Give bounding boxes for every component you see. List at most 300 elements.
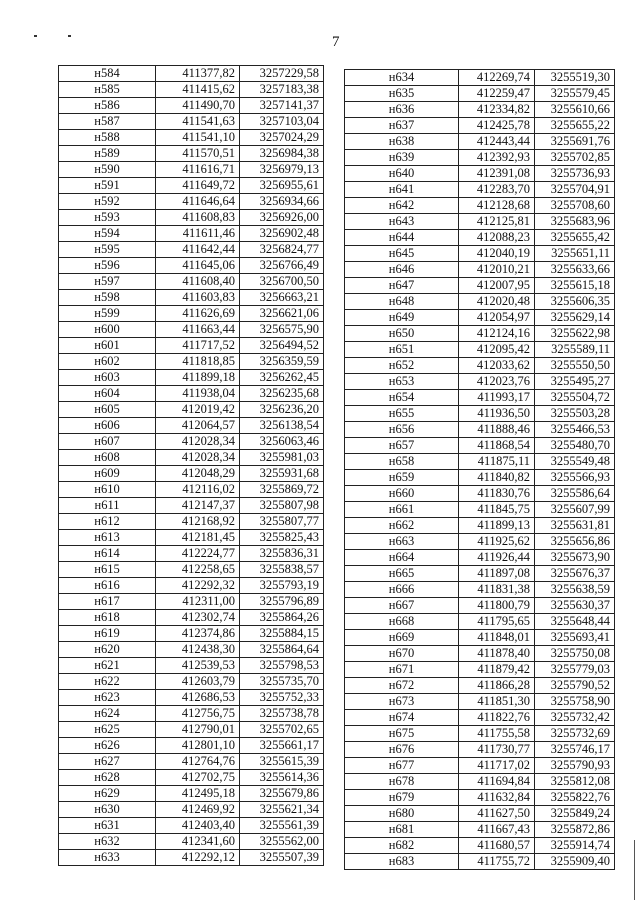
coordinate-row: [59, 162, 324, 178]
coordinate-row: [345, 166, 615, 182]
x-coordinate-cell: 411608,40: [156, 274, 240, 290]
x-coordinate-cell: 412311,00: [156, 594, 240, 610]
x-coordinate-cell: 411646,64: [156, 194, 240, 210]
x-coordinate-cell: 411490,70: [156, 98, 240, 114]
coordinate-row: [59, 434, 324, 450]
x-coordinate-cell: 412064,57: [156, 418, 240, 434]
point-id-cell: н625: [59, 722, 156, 738]
coordinate-row: [345, 390, 615, 406]
point-id-cell: н641: [345, 182, 459, 198]
x-coordinate-cell: 411632,84: [459, 790, 535, 806]
point-id-cell: н632: [59, 834, 156, 850]
point-id-cell: н629: [59, 786, 156, 802]
y-coordinate-cell: 3255735,70: [240, 674, 324, 690]
y-coordinate-cell: 3255633,66: [535, 262, 615, 278]
x-coordinate-cell: 411755,58: [459, 726, 535, 742]
x-coordinate-cell: 411663,44: [156, 322, 240, 338]
y-coordinate-cell: 3255579,45: [535, 86, 615, 102]
y-coordinate-cell: 3255480,70: [535, 438, 615, 454]
y-coordinate-cell: 3255651,11: [535, 246, 615, 262]
y-coordinate-cell: 3255736,93: [535, 166, 615, 182]
x-coordinate-cell: 411616,71: [156, 162, 240, 178]
y-coordinate-cell: 3255638,59: [535, 582, 615, 598]
y-coordinate-cell: 3255793,19: [240, 578, 324, 594]
coordinate-row: [345, 374, 615, 390]
coordinate-row: [345, 262, 615, 278]
y-coordinate-cell: 3255661,17: [240, 738, 324, 754]
x-coordinate-cell: 412403,40: [156, 818, 240, 834]
point-id-cell: н623: [59, 690, 156, 706]
coordinate-row: [59, 226, 324, 242]
y-coordinate-cell: 3255519,30: [535, 70, 615, 86]
coordinate-row: [345, 662, 615, 678]
y-coordinate-cell: 3255629,14: [535, 310, 615, 326]
coordinate-row: [345, 550, 615, 566]
x-coordinate-cell: 412539,53: [156, 658, 240, 674]
coordinate-row: [345, 86, 615, 102]
y-coordinate-cell: 3255504,72: [535, 390, 615, 406]
x-coordinate-cell: 411541,63: [156, 114, 240, 130]
coordinate-row: [59, 802, 324, 818]
x-coordinate-cell: 412128,68: [459, 198, 535, 214]
y-coordinate-cell: 3256700,50: [240, 274, 324, 290]
y-coordinate-cell: 3255562,00: [240, 834, 324, 850]
x-coordinate-cell: 412258,65: [156, 562, 240, 578]
y-coordinate-cell: 3255779,03: [535, 662, 615, 678]
x-coordinate-cell: 411875,11: [459, 454, 535, 470]
coordinate-row: [345, 854, 615, 870]
x-coordinate-cell: 411611,46: [156, 226, 240, 242]
point-id-cell: н606: [59, 418, 156, 434]
x-coordinate-cell: 412269,74: [459, 70, 535, 86]
point-id-cell: н657: [345, 438, 459, 454]
coordinate-row: [345, 134, 615, 150]
y-coordinate-cell: 3255621,34: [240, 802, 324, 818]
scan-speck: [34, 35, 37, 37]
point-id-cell: н669: [345, 630, 459, 646]
x-coordinate-cell: 411570,51: [156, 146, 240, 162]
x-coordinate-cell: 412168,92: [156, 514, 240, 530]
x-coordinate-cell: 412764,76: [156, 754, 240, 770]
y-coordinate-cell: 3256575,90: [240, 322, 324, 338]
y-coordinate-cell: 3255838,57: [240, 562, 324, 578]
x-coordinate-cell: 412147,37: [156, 498, 240, 514]
coordinate-row: [345, 838, 615, 854]
x-coordinate-cell: 411840,82: [459, 470, 535, 486]
coordinate-row: [59, 322, 324, 338]
coordinate-row: [345, 742, 615, 758]
coordinate-row: [345, 502, 615, 518]
x-coordinate-cell: 411897,08: [459, 566, 535, 582]
x-coordinate-cell: 412054,97: [459, 310, 535, 326]
coordinate-row: [59, 562, 324, 578]
y-coordinate-cell: 3256235,68: [240, 386, 324, 402]
x-coordinate-cell: 412124,16: [459, 326, 535, 342]
coordinate-row: [345, 582, 615, 598]
coordinate-row: [345, 438, 615, 454]
point-id-cell: н615: [59, 562, 156, 578]
y-coordinate-cell: 3256926,00: [240, 210, 324, 226]
y-coordinate-cell: 3255586,64: [535, 486, 615, 502]
y-coordinate-cell: 3255796,89: [240, 594, 324, 610]
coordinate-row: [345, 486, 615, 502]
y-coordinate-cell: 3255812,08: [535, 774, 615, 790]
point-id-cell: н584: [59, 66, 156, 82]
coordinate-row: [345, 118, 615, 134]
x-coordinate-cell: 411627,50: [459, 806, 535, 822]
point-id-cell: н671: [345, 662, 459, 678]
x-coordinate-cell: 411899,13: [459, 518, 535, 534]
coordinate-row: [345, 614, 615, 630]
point-id-cell: н586: [59, 98, 156, 114]
point-id-cell: н630: [59, 802, 156, 818]
x-coordinate-cell: 412033,62: [459, 358, 535, 374]
y-coordinate-cell: 3256766,49: [240, 258, 324, 274]
point-id-cell: н682: [345, 838, 459, 854]
point-id-cell: н675: [345, 726, 459, 742]
coordinate-row: [59, 418, 324, 434]
point-id-cell: н614: [59, 546, 156, 562]
point-id-cell: н609: [59, 466, 156, 482]
x-coordinate-cell: 412007,95: [459, 278, 535, 294]
coordinate-row: [345, 726, 615, 742]
y-coordinate-cell: 3255732,69: [535, 726, 615, 742]
point-id-cell: н665: [345, 566, 459, 582]
coordinate-row: [345, 182, 615, 198]
point-id-cell: н656: [345, 422, 459, 438]
x-coordinate-cell: 412341,60: [156, 834, 240, 850]
coordinate-row: [59, 98, 324, 114]
x-coordinate-cell: 411845,75: [459, 502, 535, 518]
y-coordinate-cell: 3255615,18: [535, 278, 615, 294]
point-id-cell: н662: [345, 518, 459, 534]
x-coordinate-cell: 411717,02: [459, 758, 535, 774]
y-coordinate-cell: 3255836,31: [240, 546, 324, 562]
point-id-cell: н646: [345, 262, 459, 278]
x-coordinate-cell: 412028,34: [156, 450, 240, 466]
point-id-cell: н589: [59, 146, 156, 162]
coordinate-row: [345, 470, 615, 486]
x-coordinate-cell: 411717,52: [156, 338, 240, 354]
x-coordinate-cell: 411800,79: [459, 598, 535, 614]
point-id-cell: н596: [59, 258, 156, 274]
point-id-cell: н604: [59, 386, 156, 402]
point-id-cell: н628: [59, 770, 156, 786]
x-coordinate-cell: 411925,62: [459, 534, 535, 550]
y-coordinate-cell: 3255798,53: [240, 658, 324, 674]
coordinate-row: [59, 546, 324, 562]
x-coordinate-cell: 412334,82: [459, 102, 535, 118]
x-coordinate-cell: 412181,45: [156, 530, 240, 546]
y-coordinate-cell: 3255503,28: [535, 406, 615, 422]
y-coordinate-cell: 3255849,24: [535, 806, 615, 822]
point-id-cell: н674: [345, 710, 459, 726]
x-coordinate-cell: 412801,10: [156, 738, 240, 754]
coordinate-row: [59, 194, 324, 210]
point-id-cell: н587: [59, 114, 156, 130]
coordinate-row: [59, 82, 324, 98]
y-coordinate-cell: 3255606,35: [535, 294, 615, 310]
point-id-cell: н644: [345, 230, 459, 246]
coordinate-row: [59, 706, 324, 722]
coordinate-row: [345, 422, 615, 438]
x-coordinate-cell: 411755,72: [459, 854, 535, 870]
y-coordinate-cell: 3255750,08: [535, 646, 615, 662]
point-id-cell: н593: [59, 210, 156, 226]
point-id-cell: н672: [345, 678, 459, 694]
y-coordinate-cell: 3256063,46: [240, 434, 324, 450]
point-id-cell: н591: [59, 178, 156, 194]
coordinate-row: [59, 834, 324, 850]
y-coordinate-cell: 3255610,66: [535, 102, 615, 118]
x-coordinate-cell: 411868,54: [459, 438, 535, 454]
coordinate-row: [345, 150, 615, 166]
point-id-cell: н654: [345, 390, 459, 406]
coordinate-row: [59, 738, 324, 754]
point-id-cell: н678: [345, 774, 459, 790]
y-coordinate-cell: 3255914,74: [535, 838, 615, 854]
page-number: 7: [332, 34, 340, 50]
y-coordinate-cell: 3255931,68: [240, 466, 324, 482]
point-id-cell: н597: [59, 274, 156, 290]
y-coordinate-cell: 3255909,40: [535, 854, 615, 870]
y-coordinate-cell: 3255864,26: [240, 610, 324, 626]
y-coordinate-cell: 3256979,13: [240, 162, 324, 178]
x-coordinate-cell: 411848,01: [459, 630, 535, 646]
point-id-cell: н616: [59, 578, 156, 594]
y-coordinate-cell: 3255566,93: [535, 470, 615, 486]
y-coordinate-cell: 3255825,43: [240, 530, 324, 546]
y-coordinate-cell: 3256262,45: [240, 370, 324, 386]
point-id-cell: н653: [345, 374, 459, 390]
point-id-cell: н592: [59, 194, 156, 210]
y-coordinate-cell: 3255683,96: [535, 214, 615, 230]
y-coordinate-cell: 3255648,44: [535, 614, 615, 630]
coordinate-row: [345, 790, 615, 806]
x-coordinate-cell: 411879,42: [459, 662, 535, 678]
x-coordinate-cell: 411642,44: [156, 242, 240, 258]
y-coordinate-cell: 3255704,91: [535, 182, 615, 198]
point-id-cell: н645: [345, 246, 459, 262]
point-id-cell: н622: [59, 674, 156, 690]
y-coordinate-cell: 3256621,06: [240, 306, 324, 322]
x-coordinate-cell: 411878,40: [459, 646, 535, 662]
point-id-cell: н621: [59, 658, 156, 674]
y-coordinate-cell: 3256934,66: [240, 194, 324, 210]
x-coordinate-cell: 411851,30: [459, 694, 535, 710]
y-coordinate-cell: 3256359,59: [240, 354, 324, 370]
point-id-cell: н683: [345, 854, 459, 870]
y-coordinate-cell: 3255589,11: [535, 342, 615, 358]
x-coordinate-cell: 411795,65: [459, 614, 535, 630]
x-coordinate-cell: 412125,81: [459, 214, 535, 230]
coordinate-row: [345, 326, 615, 342]
point-id-cell: н634: [345, 70, 459, 86]
y-coordinate-cell: 3256902,48: [240, 226, 324, 242]
point-id-cell: н605: [59, 402, 156, 418]
point-id-cell: н617: [59, 594, 156, 610]
y-coordinate-cell: 3255702,65: [240, 722, 324, 738]
y-coordinate-cell: 3257141,37: [240, 98, 324, 114]
y-coordinate-cell: 3255655,22: [535, 118, 615, 134]
y-coordinate-cell: 3255758,90: [535, 694, 615, 710]
x-coordinate-cell: 411415,62: [156, 82, 240, 98]
x-coordinate-cell: 412019,42: [156, 402, 240, 418]
x-coordinate-cell: 411667,43: [459, 822, 535, 838]
y-coordinate-cell: 3255869,72: [240, 482, 324, 498]
y-coordinate-cell: 3255615,39: [240, 754, 324, 770]
coordinate-row: [59, 722, 324, 738]
x-coordinate-cell: 411818,85: [156, 354, 240, 370]
x-coordinate-cell: 412116,02: [156, 482, 240, 498]
point-id-cell: н651: [345, 342, 459, 358]
y-coordinate-cell: 3256984,38: [240, 146, 324, 162]
x-coordinate-cell: 411831,38: [459, 582, 535, 598]
y-coordinate-cell: 3255693,41: [535, 630, 615, 646]
coordinate-row: [345, 630, 615, 646]
coordinate-row: [345, 694, 615, 710]
point-id-cell: н668: [345, 614, 459, 630]
y-coordinate-cell: 3255790,52: [535, 678, 615, 694]
y-coordinate-cell: 3255679,86: [240, 786, 324, 802]
y-coordinate-cell: 3255614,36: [240, 770, 324, 786]
x-coordinate-cell: 412392,93: [459, 150, 535, 166]
point-id-cell: н619: [59, 626, 156, 642]
point-id-cell: н661: [345, 502, 459, 518]
point-id-cell: н626: [59, 738, 156, 754]
x-coordinate-cell: 411694,84: [459, 774, 535, 790]
y-coordinate-cell: 3255495,27: [535, 374, 615, 390]
y-coordinate-cell: 3255807,98: [240, 498, 324, 514]
coordinate-row: [59, 690, 324, 706]
y-coordinate-cell: 3255807,77: [240, 514, 324, 530]
point-id-cell: н677: [345, 758, 459, 774]
x-coordinate-cell: 411645,06: [156, 258, 240, 274]
coordinate-row: [345, 342, 615, 358]
coordinate-row: [59, 306, 324, 322]
y-coordinate-cell: 3257103,04: [240, 114, 324, 130]
point-id-cell: н642: [345, 198, 459, 214]
point-id-cell: н680: [345, 806, 459, 822]
x-coordinate-cell: 412686,53: [156, 690, 240, 706]
point-id-cell: н648: [345, 294, 459, 310]
x-coordinate-cell: 411936,50: [459, 406, 535, 422]
x-coordinate-cell: 411730,77: [459, 742, 535, 758]
coordinate-row: [59, 498, 324, 514]
y-coordinate-cell: 3255673,90: [535, 550, 615, 566]
coordinate-row: [59, 818, 324, 834]
point-id-cell: н612: [59, 514, 156, 530]
coordinate-row: [59, 338, 324, 354]
point-id-cell: н601: [59, 338, 156, 354]
x-coordinate-cell: 412292,12: [156, 850, 240, 866]
coordinate-row: [345, 310, 615, 326]
y-coordinate-cell: 3255708,60: [535, 198, 615, 214]
x-coordinate-cell: 412224,77: [156, 546, 240, 562]
point-id-cell: н673: [345, 694, 459, 710]
y-coordinate-cell: 3256236,20: [240, 402, 324, 418]
x-coordinate-cell: 411377,82: [156, 66, 240, 82]
y-coordinate-cell: 3256138,54: [240, 418, 324, 434]
coordinate-row: [345, 758, 615, 774]
point-id-cell: н598: [59, 290, 156, 306]
point-id-cell: н670: [345, 646, 459, 662]
x-coordinate-cell: 412495,18: [156, 786, 240, 802]
coordinate-row: [345, 534, 615, 550]
coordinate-row: [59, 370, 324, 386]
x-coordinate-cell: 412292,32: [156, 578, 240, 594]
coordinate-row: [345, 246, 615, 262]
x-coordinate-cell: 412756,75: [156, 706, 240, 722]
y-coordinate-cell: 3255561,39: [240, 818, 324, 834]
coordinate-row: [59, 770, 324, 786]
point-id-cell: н608: [59, 450, 156, 466]
point-id-cell: н588: [59, 130, 156, 146]
x-coordinate-cell: 412040,19: [459, 246, 535, 262]
point-id-cell: н638: [345, 134, 459, 150]
point-id-cell: н681: [345, 822, 459, 838]
coordinate-row: [345, 822, 615, 838]
coordinate-row: [59, 578, 324, 594]
point-id-cell: н590: [59, 162, 156, 178]
y-coordinate-cell: 3255702,85: [535, 150, 615, 166]
point-id-cell: н611: [59, 498, 156, 514]
coordinate-row: [59, 530, 324, 546]
coordinate-row: [345, 598, 615, 614]
coordinate-row: [59, 130, 324, 146]
coordinates-table-left: [58, 65, 324, 866]
coordinate-row: [59, 642, 324, 658]
x-coordinate-cell: 411830,76: [459, 486, 535, 502]
x-coordinate-cell: 412028,34: [156, 434, 240, 450]
coordinate-row: [59, 258, 324, 274]
y-coordinate-cell: 3255790,93: [535, 758, 615, 774]
y-coordinate-cell: 3255738,78: [240, 706, 324, 722]
y-coordinate-cell: 3257229,58: [240, 66, 324, 82]
x-coordinate-cell: 411926,44: [459, 550, 535, 566]
coordinate-row: [345, 646, 615, 662]
coordinate-row: [59, 146, 324, 162]
y-coordinate-cell: 3255676,37: [535, 566, 615, 582]
y-coordinate-cell: 3256824,77: [240, 242, 324, 258]
y-coordinate-cell: 3255732,42: [535, 710, 615, 726]
point-id-cell: н679: [345, 790, 459, 806]
x-coordinate-cell: 411888,46: [459, 422, 535, 438]
coordinate-row: [59, 626, 324, 642]
point-id-cell: н620: [59, 642, 156, 658]
x-coordinate-cell: 412374,86: [156, 626, 240, 642]
y-coordinate-cell: 3255656,86: [535, 534, 615, 550]
point-id-cell: н649: [345, 310, 459, 326]
y-coordinate-cell: 3255864,64: [240, 642, 324, 658]
x-coordinate-cell: 411541,10: [156, 130, 240, 146]
y-coordinate-cell: 3255872,86: [535, 822, 615, 838]
point-id-cell: н603: [59, 370, 156, 386]
point-id-cell: н610: [59, 482, 156, 498]
coordinate-row: [345, 358, 615, 374]
coordinate-row: [345, 230, 615, 246]
coordinate-row: [345, 294, 615, 310]
point-id-cell: н618: [59, 610, 156, 626]
coordinate-row: [59, 482, 324, 498]
scan-speck: [68, 35, 71, 37]
coordinate-row: [59, 242, 324, 258]
x-coordinate-cell: 412438,30: [156, 642, 240, 658]
y-coordinate-cell: 3255822,76: [535, 790, 615, 806]
point-id-cell: н643: [345, 214, 459, 230]
scan-edge-line: [634, 840, 635, 900]
point-id-cell: н663: [345, 534, 459, 550]
